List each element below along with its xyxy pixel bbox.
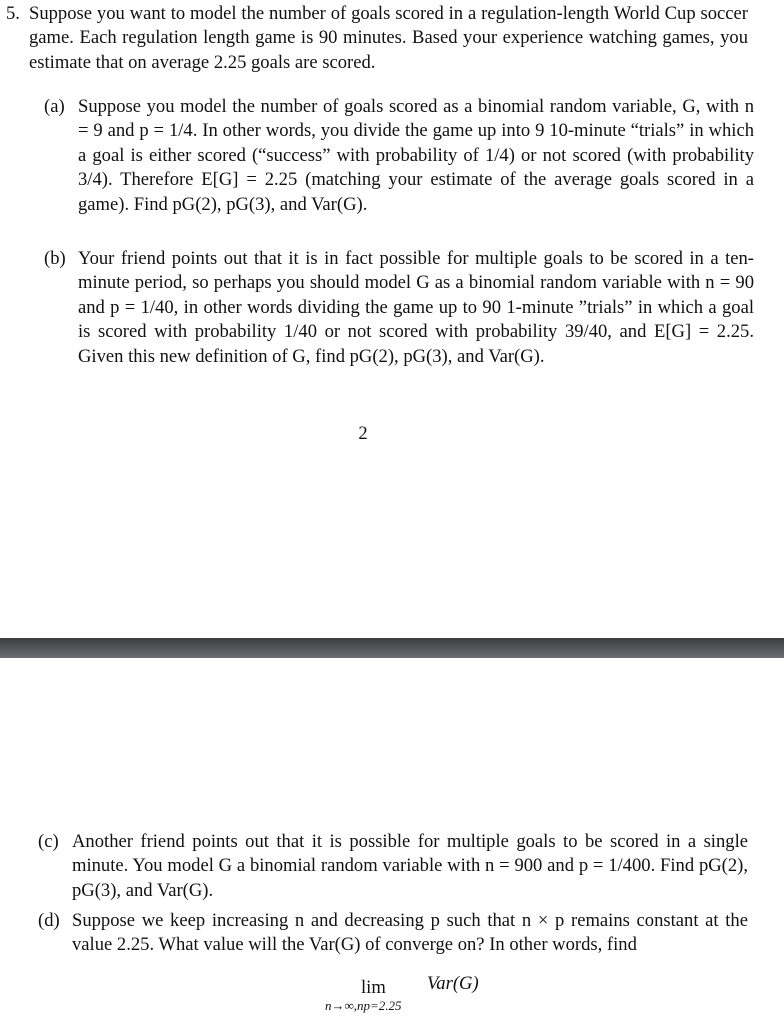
part-d-label: (d) [38,910,60,931]
limit-operator: lim [361,977,386,998]
limit-subscript: n→∞,np=2.25 [325,998,402,1013]
problem-number: 5. [6,3,20,24]
part-a [44,95,754,217]
part-d-text: Suppose we keep increasing n and decreasing p such that n × p remains constant at the value 2.25. What value will the Var(G) of converge on? In other words, find [72,910,748,956]
part-d [38,909,748,958]
page-number: 2 [358,423,368,444]
part-b-label: (b) [44,248,66,269]
part-b [44,247,754,369]
part-c [38,830,748,903]
part-a-label: (a) [44,96,65,117]
page-bottom [0,658,784,1024]
part-c-text: Another friend points out that it is possible for multiple goals to be scored in a single minute. You model G a binomial random variable with n = 900 and p = 1/400. Find pG(2), pG(3), and Var(G). [72,831,748,901]
page-divider [0,638,784,658]
limit-variance: Var(G) [427,973,479,994]
problem-5 [6,2,754,367]
part-c-label: (c) [38,831,59,852]
limit-expression [320,973,580,1016]
problem-intro: Suppose you want to model the number of goals scored in a regulation-length World Cup soccer game. Each regulation length game is 90 minutes. Based your experience watching games, you estimate that on average 2.25 goals are scored. [29,3,748,73]
part-b-text: Your friend points out that it is in fact possible for multiple goals to be scored in a ten-minute period, so perhaps you should model G as a binomial random variable with n = 90 and p = 1/40, in other words dividing the game up to 90 1-minute ”trials” in which a goal is scored with probability 1/40 or not scored with probability 39/40, and E[G] = 2.25. Given this new definition of G, find pG(2), pG(3), and Var(G). [78,248,754,367]
part-a-text: Suppose you model the number of goals scored as a binomial random variable, G, with n = 9 and p = 1/4. In other words, you divide the game up into 9 10-minute “trials” in which a goal is either scored (“success” with probability of 1/4) or not scored (with probability 3/4). Therefore E[G] = 2.25 (matching your estimate of the average goals scored in a game). Find pG(2), pG(3), and Var(G). [78,96,754,215]
